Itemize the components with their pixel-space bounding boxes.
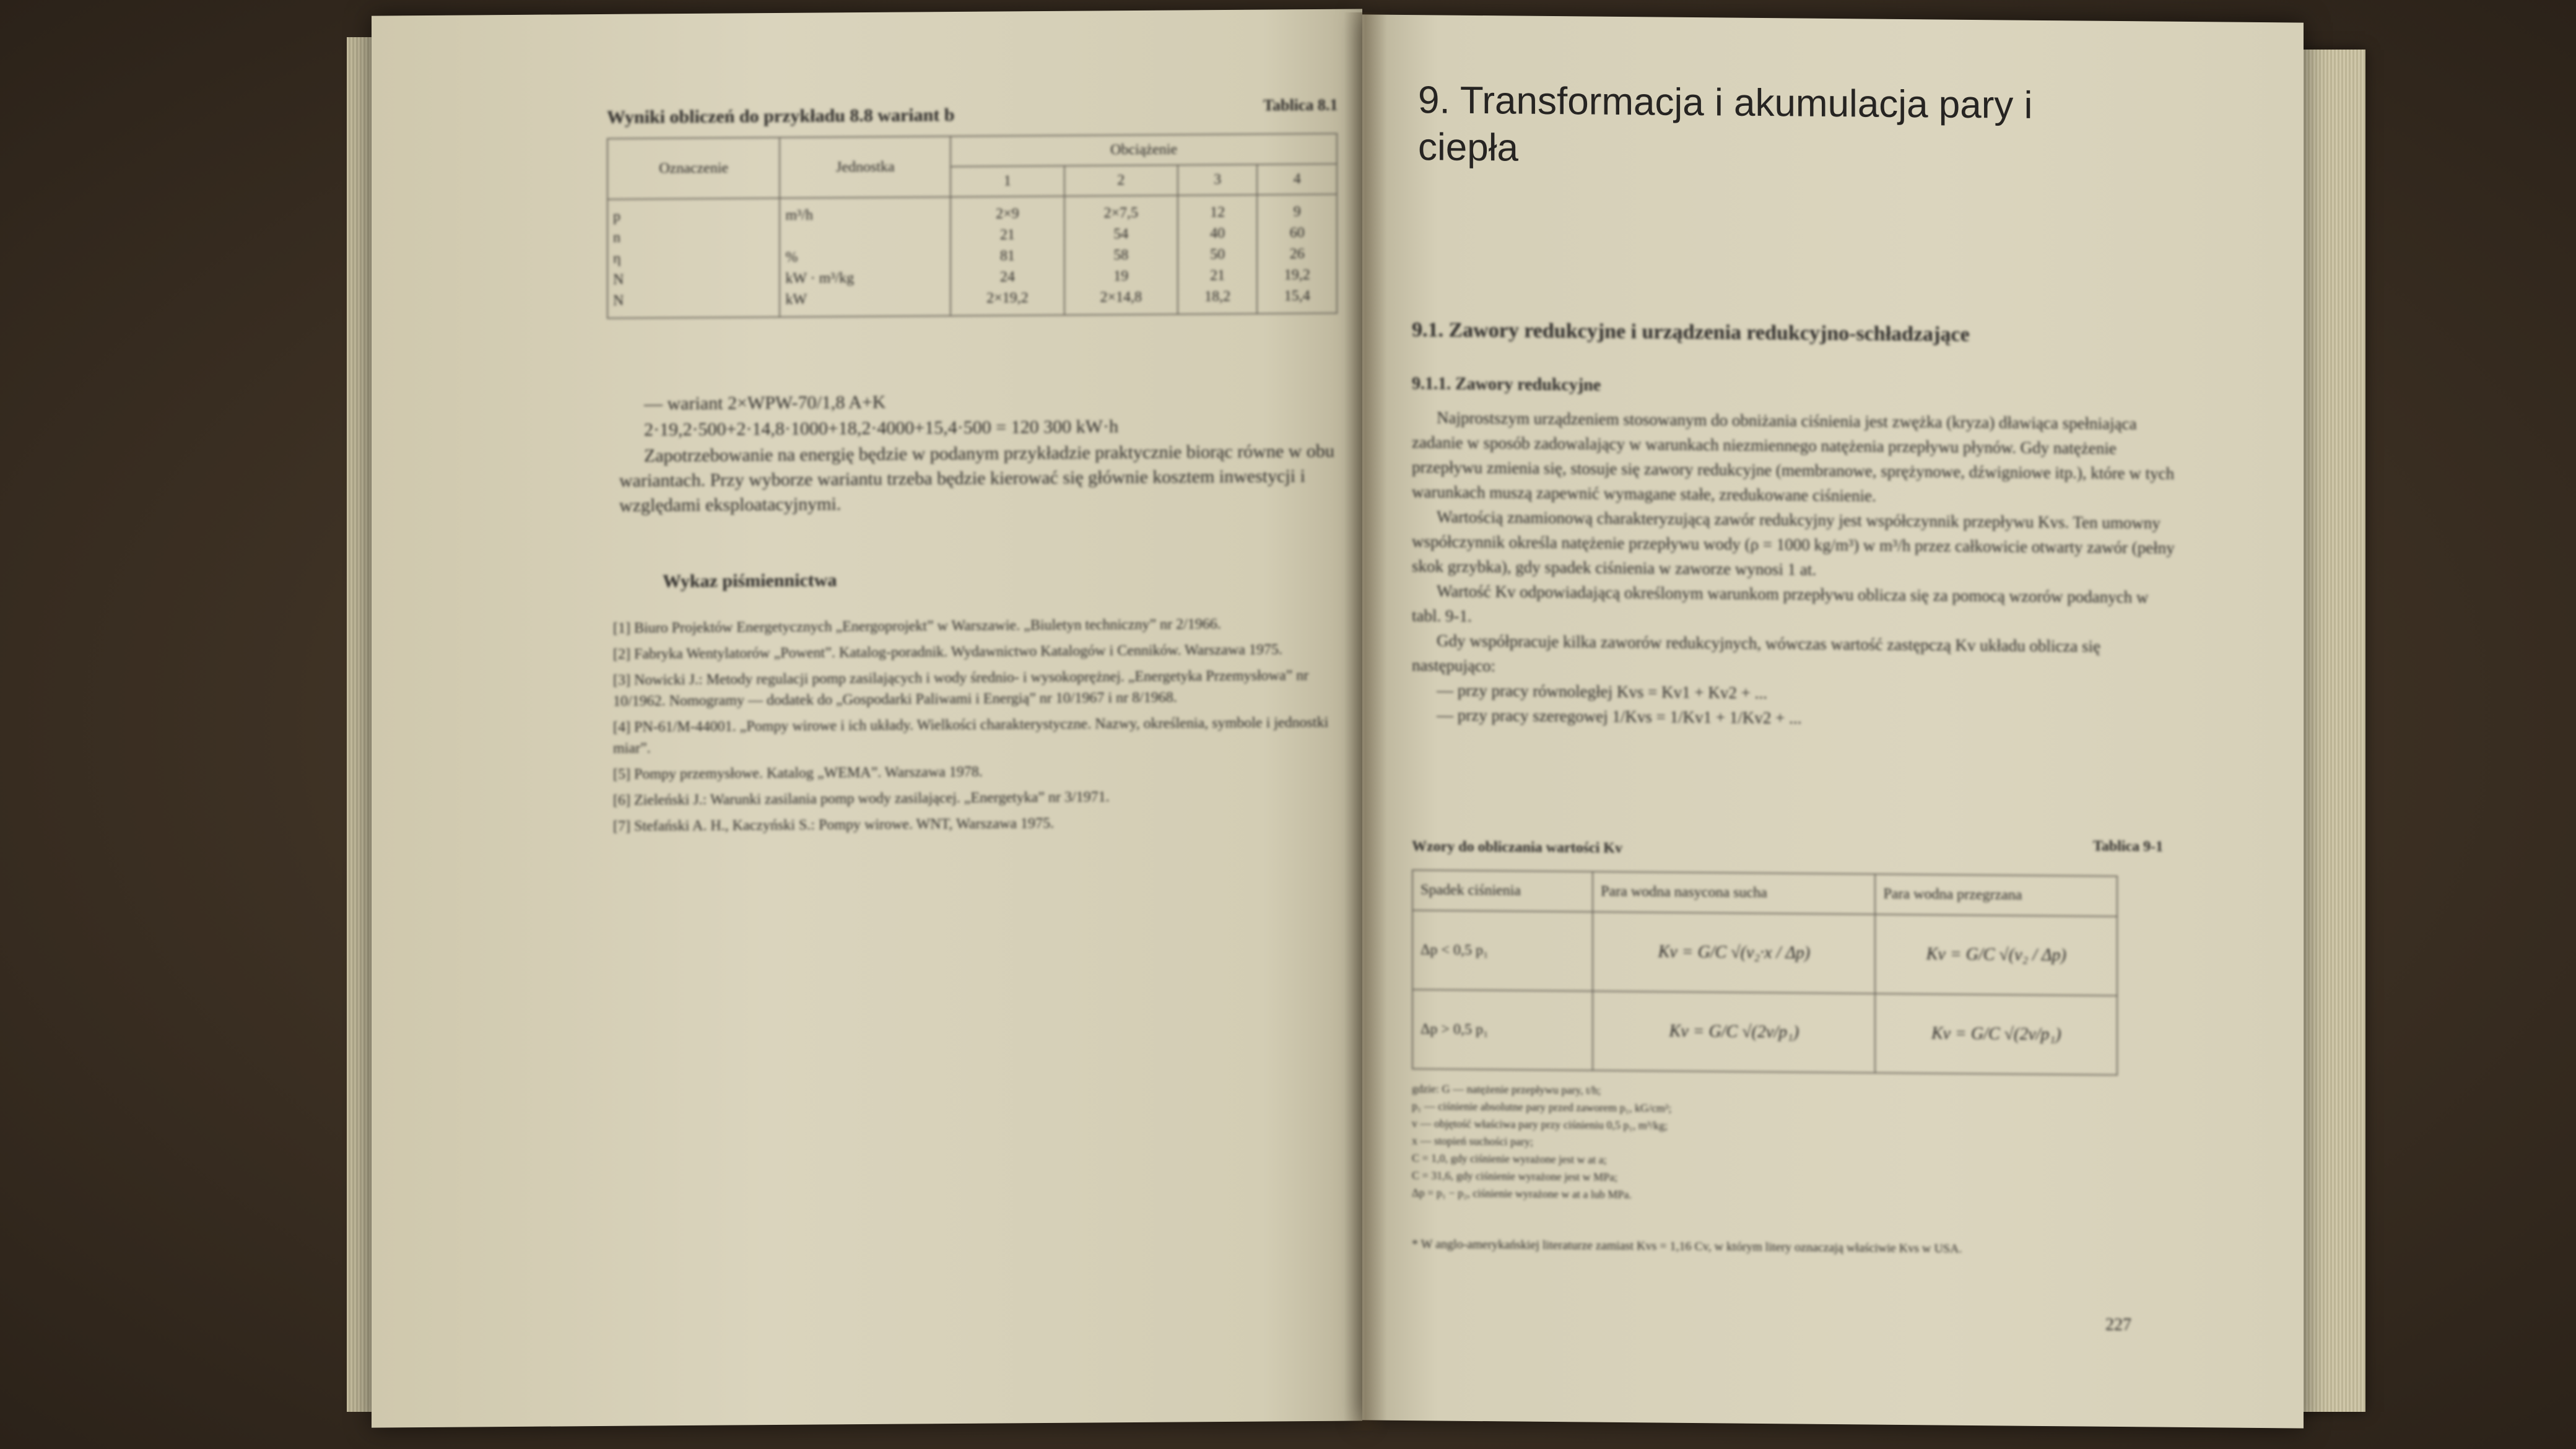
footnote: * W anglo-amerykańskiej literaturze zamiast Kvs = 1,16 Cv, w którym litery oznaczają właściwie Kvs w USA.	[1412, 1237, 1962, 1256]
header-cell: Para wodna przegrzana	[1875, 874, 2117, 916]
paragraph: — przy pracy równoległej Kvs = Kv1 + Kv2 + ...	[1437, 681, 1767, 703]
paragraph: Najprostszym urządzeniem stosowanym do obniżania ciśnienia jest zwężka (kryza) dławiąca spełniająca zadanie w sposób zadowalający w warunkach niezmiennego natężenia przepływu płynów. Gdy natężenie przepływu zmienia się, stosuje się zawory redukcyjne (membranowe, sprężynowe, dźwigniowe itp.), które w tych warunkach muszą zapewnić wymagane stałe, zredukowane ciśnienie.	[1412, 408, 2175, 505]
load-3-column	[1178, 195, 1258, 315]
table-label: Tablica 8.1	[1263, 95, 1338, 115]
cell: 81	[999, 248, 1015, 264]
header-oznaczenie: Oznaczenie	[607, 137, 780, 199]
reference-item: [1] Biuro Projektów Energetycznych „Energoprojekt” w Warszawie. „Biuletyn techniczny” nr 2/1966.	[613, 616, 1221, 637]
paragraph: Gdy współpracuje kilka zaworów redukcyjnych, wówczas wartość zastępczą Kv układu oblicza się następująco:	[1412, 631, 2101, 676]
reference-item: [4] PN-61/M-44001. „Pompy wirowe i ich układy. Wielkości charakterystyczne. Nazwy, określenia, symbole i jednostki miar”.	[613, 714, 1329, 757]
cell: 58	[1113, 247, 1129, 264]
cell: kW	[785, 291, 807, 308]
note-line: C = 31,6, gdy ciśnienie wyrażone jest w MPa;	[1412, 1169, 1618, 1183]
cell: 24	[999, 269, 1015, 285]
header-cell: Para wodna nasycona sucha	[1593, 872, 1875, 915]
cell: 19,2	[1284, 267, 1310, 284]
header-load: 4	[1257, 164, 1337, 195]
paragraph: — wariant 2×WPW-70/1,8 A+K	[644, 391, 886, 414]
table-label: Tablica 9-1	[2093, 838, 2164, 855]
cell: m³/h	[785, 207, 813, 224]
book-spine-shadow	[1344, 12, 1387, 1430]
cell: 15,4	[1284, 288, 1310, 305]
references-list	[613, 613, 1331, 842]
paragraph: — przy pracy szeregowej 1/Kvs = 1/Kv1 + 1/Kv2 + ...	[1437, 705, 1802, 728]
table-notes	[1412, 1080, 2143, 1208]
reference-item: [6] Zieleński J.: Warunki zasilania pomp wody zasilającej. „Energetyka” nr 3/1971.	[613, 789, 1110, 809]
formula-cell: Kv = G/C √(2v/p₁)	[1593, 991, 1875, 1073]
paragraph: 2·19,2·500+2·14,8·1000+18,2·4000+15,4·500 = 120 300 kW·h	[644, 416, 1118, 440]
cell: Δp > 0,5 p₁	[1412, 990, 1593, 1071]
note-line: x — stopień suchości pary;	[1412, 1134, 1533, 1148]
reference-item: [5] Pompy przemysłowe. Katalog „WEMA”. Warszawa 1978.	[613, 764, 983, 783]
section-heading: 9.1. Zawory redukcyjne i urządzenia redukcyjno-schładzające	[1412, 318, 1970, 346]
cell: N	[613, 271, 624, 288]
left-page	[372, 9, 1362, 1427]
reference-item: [7] Stefański A. H., Kaczyński S.: Pompy wirowe. WNT, Warszawa 1975.	[613, 815, 1054, 835]
cell: 40	[1210, 225, 1225, 242]
results-table	[607, 133, 1338, 319]
cell: 26	[1289, 246, 1305, 263]
header-obciazenie: Obciążenie	[951, 134, 1337, 167]
cell: 2×7,5	[1103, 204, 1138, 222]
cell: 21	[1210, 267, 1225, 284]
cell: 9	[1293, 204, 1301, 220]
header-jednostka: Jednostka	[780, 136, 951, 198]
header-load: 1	[951, 166, 1064, 197]
header-load: 3	[1178, 165, 1258, 196]
table-caption: Wyniki obliczeń do przykładu 8.8 wariant b	[607, 105, 955, 128]
cell: 21	[999, 227, 1015, 243]
formula-cell: Kv = G/C √(v₂ / Δp)	[1875, 915, 2117, 996]
formula-cell: Kv = G/C √(v₂·x / Δp)	[1593, 912, 1875, 994]
cell: η	[613, 250, 621, 267]
cell	[785, 225, 945, 247]
chapter-title: 9. Transformacja i akumulacja pary i ciepła	[1418, 79, 2033, 170]
cell: 54	[1113, 226, 1129, 243]
note-line: C = 1,0, gdy ciśnienie wyrażone jest w at a;	[1412, 1152, 1607, 1166]
cell: 12	[1210, 204, 1225, 221]
paragraph: Zapotrzebowanie na energię będzie w podanym przykładzie praktycznie biorąc równe w obu wariantach. Przy wyborze wariantu trzeba będzie kierować się głównie kosztem inwestycji i względami eksploatacyjnymi.	[619, 440, 1334, 516]
cell: n	[613, 229, 620, 246]
note-line: v — objętość właściwa pary przy ciśnieniu 0,5 p₁, m³/kg;	[1412, 1117, 1668, 1132]
reference-item: [2] Fabryka Wentylatorów „Powent”. Katalog-poradnik. Wydawnictwo Katalogów i Cenników. Warszawa 1975.	[613, 642, 1282, 663]
header-load: 2	[1064, 165, 1178, 196]
cell: p	[613, 208, 620, 225]
cell: 18,2	[1204, 288, 1231, 305]
cell: Δp < 0,5 p₁	[1412, 910, 1593, 991]
paragraph: Wartością znamionową charakteryzującą zawór redukcyjny jest współczynnik przepływu Kvs. Ten umowny współczynnik określa natężenie przepływu wody (ρ = 1000 kg/m³) w m³/h przez całkowicie otwarty zawór (pełny skok grzybka), gdy spadek ciśnienia w zaworze wynosi 1 at.	[1412, 507, 2175, 579]
note-line: gdzie: G — natężenie przepływu pary, t/h;	[1412, 1082, 1601, 1097]
load-4-column	[1257, 194, 1337, 314]
paragraph: Wartość Kv odpowiadającą określonym warunkom przepływu oblicza się za pomocą wzorów podanych w tabl. 9-1.	[1412, 581, 2149, 625]
references-heading: Wykaz piśmiennictwa	[663, 570, 837, 592]
left-body-text	[619, 387, 1338, 520]
cell: 2×14,8	[1100, 289, 1142, 306]
right-page	[1362, 14, 2304, 1428]
right-body-text	[1412, 405, 2180, 734]
cell: 2×19,2	[986, 290, 1029, 307]
formula-cell: Kv = G/C √(2v/p₁)	[1875, 994, 2117, 1075]
load-1-column	[951, 196, 1064, 316]
cell: 50	[1210, 246, 1225, 263]
note-line: p₁ — ciśnienie absolutne pary przed zaworem p₁, kG/cm²;	[1412, 1100, 1672, 1115]
note-line: Δp = p₁ − p₂, ciśnienie wyrażone w at a lub MPa.	[1412, 1186, 1632, 1201]
load-2-column	[1064, 195, 1178, 315]
subsection-heading: 9.1.1. Zawory redukcyjne	[1412, 374, 1601, 395]
cell: 2×9	[996, 206, 1019, 222]
reference-item: [3] Nowicki J.: Metody regulacji pomp zasilających i wody średnio- i wysokoprężnej. „Energetyka Przemysłowa” nr 10/1962. Nomogramy — dodatek do „Gospodarki Paliwami i Energią” nr 10/1967 i nr 8/1968.	[613, 668, 1309, 710]
cell: %	[785, 249, 798, 266]
kv-formulas-table	[1412, 869, 2118, 1076]
cell: 60	[1289, 225, 1305, 242]
cell: N	[613, 292, 624, 309]
units-column	[780, 197, 951, 317]
cell: kW · m³/kg	[785, 270, 855, 287]
page-number: 227	[2105, 1315, 2131, 1335]
cell: 19	[1113, 268, 1129, 285]
table-caption: Wzory do obliczania wartości Kv	[1412, 838, 1622, 857]
header-cell: Spadek ciśnienia	[1412, 870, 1593, 912]
symbols-column	[607, 198, 780, 318]
